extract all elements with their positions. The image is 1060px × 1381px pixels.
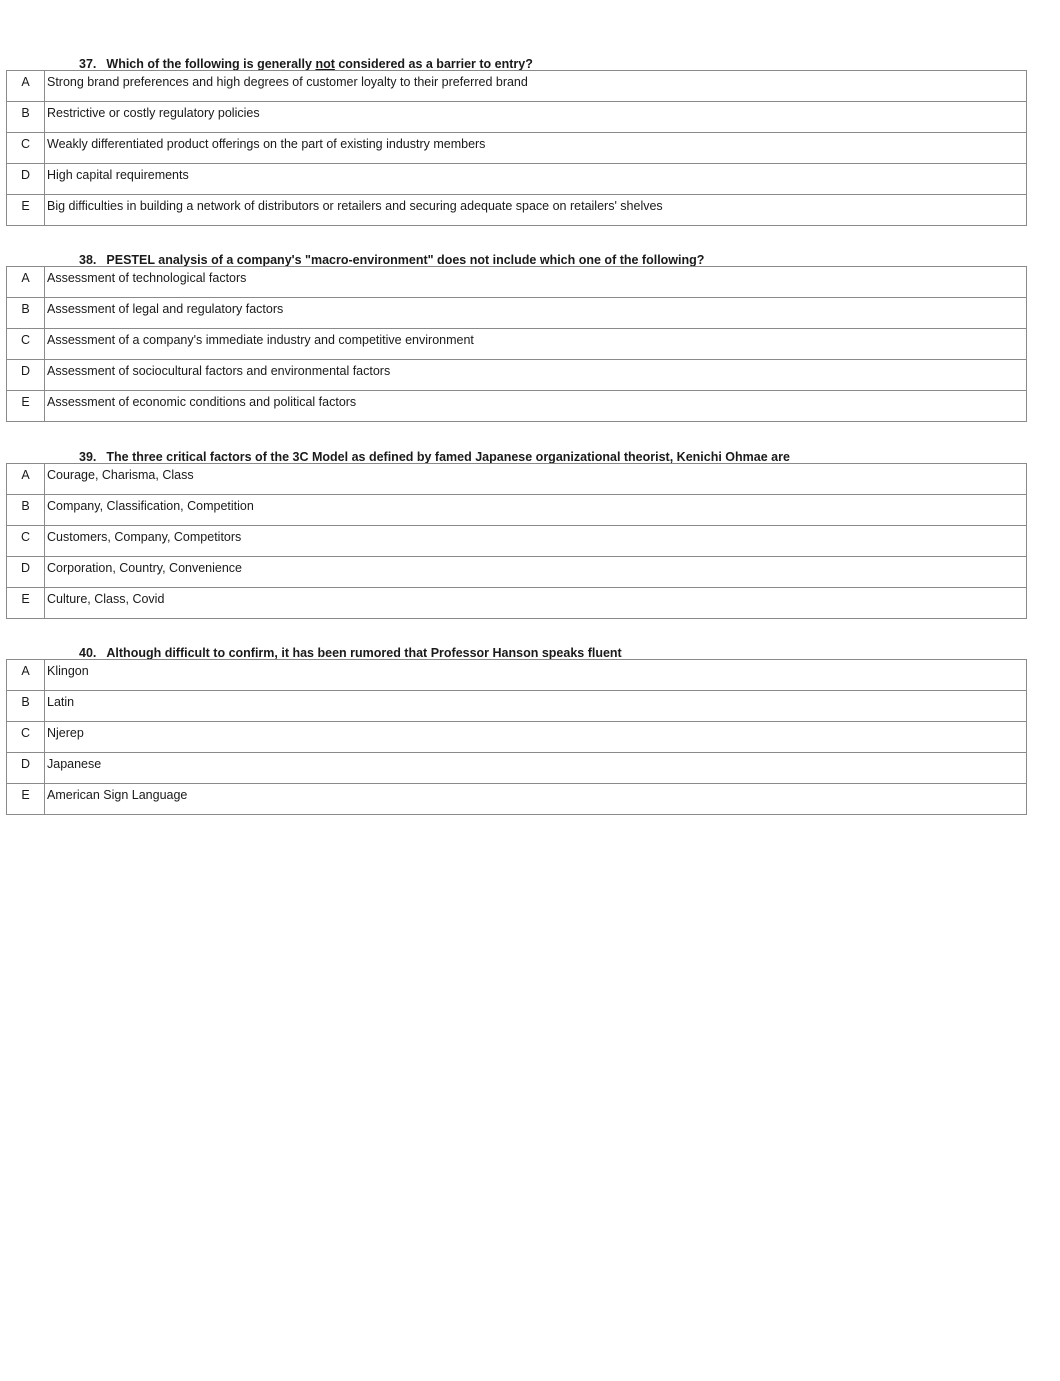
answer-option-e[interactable] <box>7 391 1027 422</box>
question-number: 37. <box>79 57 97 71</box>
option-text: High capital requirements <box>45 164 1027 195</box>
option-letter: B <box>7 495 45 526</box>
question-number: 39. <box>79 450 97 464</box>
answer-option-b[interactable] <box>7 298 1027 329</box>
option-text: Assessment of economic conditions and political factors <box>45 391 1027 422</box>
option-letter: D <box>7 360 45 391</box>
option-text: Assessment of technological factors <box>45 267 1027 298</box>
question-text: PESTEL analysis of a company's "macro-environment" does not include which one of the following? <box>106 253 705 267</box>
option-text: Assessment of legal and regulatory factors <box>45 298 1027 329</box>
option-text: Big difficulties in building a network of distributors or retailers and securing adequate space on retailers' shelves <box>45 195 1027 226</box>
answer-option-a[interactable] <box>7 464 1027 495</box>
answer-options-table <box>6 266 1027 422</box>
question-number: 38. <box>79 253 97 267</box>
answer-option-e[interactable] <box>7 588 1027 619</box>
answer-option-a[interactable] <box>7 660 1027 691</box>
answer-option-c[interactable] <box>7 329 1027 360</box>
answer-option-a[interactable] <box>7 267 1027 298</box>
option-text: Weakly differentiated product offerings on the part of existing industry members <box>45 133 1027 164</box>
answer-option-d[interactable] <box>7 753 1027 784</box>
question-number: 40. <box>79 646 97 660</box>
option-text: Njerep <box>45 722 1027 753</box>
option-letter: C <box>7 133 45 164</box>
answer-option-d[interactable] <box>7 164 1027 195</box>
question-text: The three critical factors of the 3C Model as defined by famed Japanese organizational theorist, Kenichi Ohmae are <box>106 450 790 464</box>
answer-option-c[interactable] <box>7 133 1027 164</box>
option-text: Assessment of a company's immediate industry and competitive environment <box>45 329 1027 360</box>
option-letter: D <box>7 753 45 784</box>
option-text: Customers, Company, Competitors <box>45 526 1027 557</box>
option-text: Courage, Charisma, Class <box>45 464 1027 495</box>
option-letter: D <box>7 557 45 588</box>
answer-options-table <box>6 70 1027 226</box>
answer-options-table <box>6 659 1027 815</box>
option-letter: A <box>7 464 45 495</box>
option-text: Latin <box>45 691 1027 722</box>
option-letter: B <box>7 691 45 722</box>
option-text: Company, Classification, Competition <box>45 495 1027 526</box>
option-letter: A <box>7 71 45 102</box>
option-letter: E <box>7 391 45 422</box>
option-letter: C <box>7 722 45 753</box>
option-text: American Sign Language <box>45 784 1027 815</box>
answer-option-d[interactable] <box>7 557 1027 588</box>
answer-option-b[interactable] <box>7 691 1027 722</box>
option-letter: D <box>7 164 45 195</box>
answer-option-d[interactable] <box>7 360 1027 391</box>
option-text: Corporation, Country, Convenience <box>45 557 1027 588</box>
option-text: Japanese <box>45 753 1027 784</box>
option-text: Strong brand preferences and high degrees of customer loyalty to their preferred brand <box>45 71 1027 102</box>
answer-options-table <box>6 463 1027 619</box>
option-text: Assessment of sociocultural factors and environmental factors <box>45 360 1027 391</box>
option-text: Restrictive or costly regulatory policies <box>45 102 1027 133</box>
option-letter: E <box>7 588 45 619</box>
answer-option-e[interactable] <box>7 195 1027 226</box>
answer-option-b[interactable] <box>7 102 1027 133</box>
option-letter: C <box>7 526 45 557</box>
answer-option-b[interactable] <box>7 495 1027 526</box>
answer-option-e[interactable] <box>7 784 1027 815</box>
option-letter: A <box>7 660 45 691</box>
option-letter: A <box>7 267 45 298</box>
answer-option-c[interactable] <box>7 722 1027 753</box>
option-letter: B <box>7 298 45 329</box>
option-letter: E <box>7 784 45 815</box>
answer-option-a[interactable] <box>7 71 1027 102</box>
option-letter: E <box>7 195 45 226</box>
question-text: Although difficult to confirm, it has been rumored that Professor Hanson speaks fluent <box>106 646 622 660</box>
option-text: Culture, Class, Covid <box>45 588 1027 619</box>
question-text-emphasis: not <box>315 57 335 71</box>
option-text: Klingon <box>45 660 1027 691</box>
option-letter: B <box>7 102 45 133</box>
option-letter: C <box>7 329 45 360</box>
answer-option-c[interactable] <box>7 526 1027 557</box>
question-text: Which of the following is generally <box>106 57 316 71</box>
question-text: considered as a barrier to entry? <box>334 57 533 71</box>
